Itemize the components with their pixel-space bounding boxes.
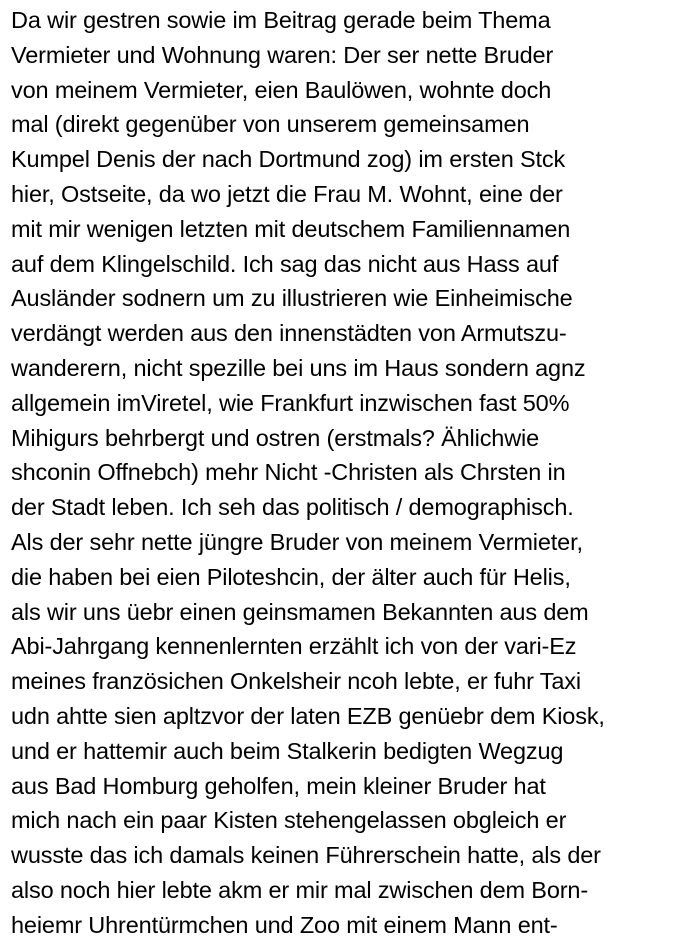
body-text	[11, 3, 681, 940]
text-line-15: der Stadt leben. Ich seh das politisch / demographisch.	[11, 494, 574, 521]
text-line-8: auf dem Klingelschild. Ich sag das nicht aus Hass auf	[11, 250, 559, 277]
text-line-1: Da wir gestren sowie im Beitrag gerade beim Thema	[11, 7, 551, 33]
text-line-17: die haben bei eien Piloteshcin, der älter auch für Helis,	[11, 563, 571, 590]
text-line-7: mit mir wenigen letzten mit deutschem Familiennamen	[11, 215, 571, 242]
text-line-21: udn ahtte sien apltzvor der laten EZB genüebr dem Kiosk,	[11, 702, 605, 729]
text-line-14: shconin Offnebch) mehr Nicht -Christen als Chrsten in	[11, 459, 566, 486]
text-line-20: meines französichen Onkelsheir ncoh lebte, er fuhr Taxi	[11, 668, 581, 695]
text-line-25: wusste das ich damals keinen Führerschein hatte, als der	[11, 842, 601, 869]
text-line-26: also noch hier lebte akm er mir mal zwischen dem Born-	[11, 876, 589, 903]
text-line-16: Als der sehr nette jüngre Bruder von meinem Vermieter,	[11, 528, 583, 555]
text-line-10: verdängt werden aus den innenstädten von Armutszu-	[11, 320, 567, 347]
text-line-3: von meinem Vermieter, eien Baulöwen, wohnte doch	[11, 76, 552, 103]
text-line-22: und er hattemir auch beim Stalkerin bedigten Wegzug	[11, 737, 564, 764]
text-line-11: wanderern, nicht spezille bei uns im Haus sondern agnz	[11, 354, 586, 381]
text-line-18: als wir uns üebr einen geinsmamen Bekannten aus dem	[11, 598, 589, 625]
text-line-2: Vermieter und Wohnung waren: Der ser nette Bruder	[11, 41, 554, 68]
text-line-9: Ausländer sodnern um zu illustrieren wie Einheimische	[11, 285, 573, 312]
text-line-4: mal (direkt gegenüber von unserem gemeinsamen	[11, 111, 530, 138]
text-line-5: Kumpel Denis der nach Dortmund zog) im ersten Stck	[11, 146, 566, 173]
text-line-12: allgemein imViretel, wie Frankfurt inzwischen fast 50%	[11, 389, 570, 416]
text-line-6: hier, Ostseite, da wo jetzt die Frau M. Wohnt, eine der	[11, 180, 563, 207]
text-line-23: aus Bad Homburg geholfen, mein kleiner Bruder hat	[11, 772, 546, 799]
text-line-19: Abi-Jahrgang kennenlernten erzählt ich von der vari-Ez	[11, 633, 577, 660]
text-line-27: heiemr Uhrentürmchen und Zoo mit einem Mann ent-	[11, 911, 558, 938]
text-line-13: Mihigurs behrbergt und ostren (erstmals? Ählichwie	[11, 424, 540, 451]
text-line-24: mich nach ein paar Kisten stehengelassen obgleich er	[11, 807, 567, 834]
